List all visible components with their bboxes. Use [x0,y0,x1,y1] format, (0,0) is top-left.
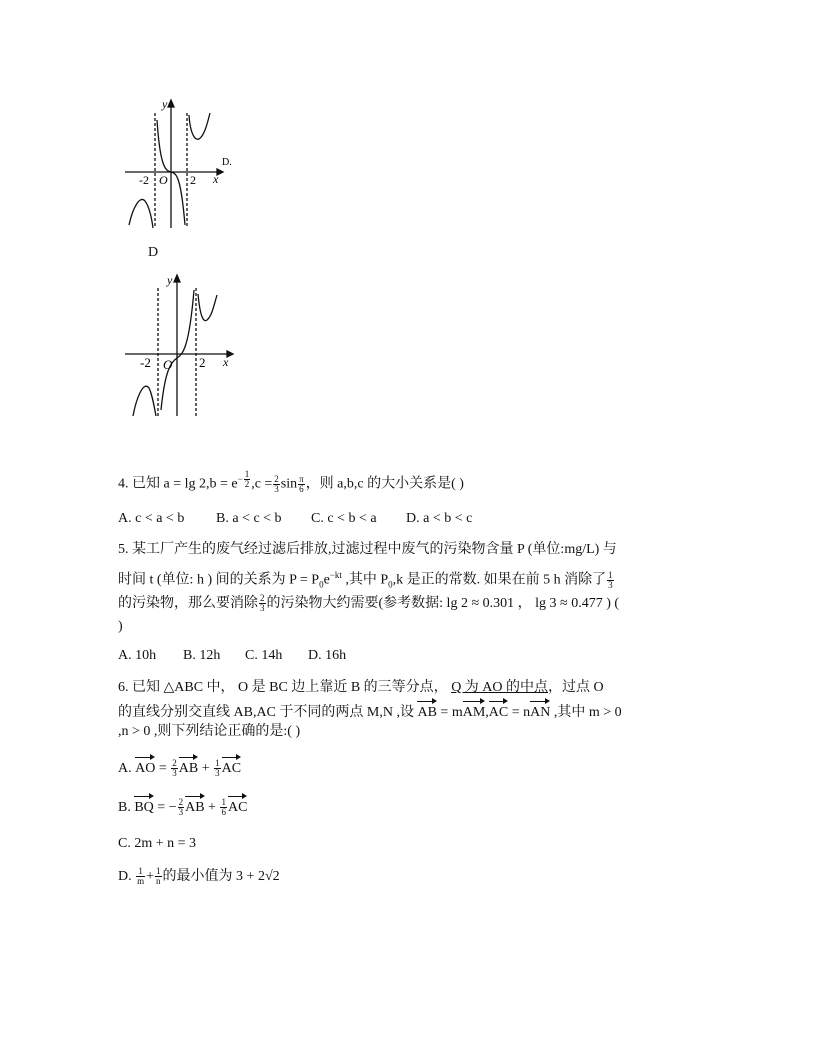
question-6-option-d[interactable]: D. $\frac{1}{m}$ + $\frac{1}{n}$ 的最小值为 3 + 2√2 [118,866,280,887]
graph1-y-label: y [162,97,168,111]
question-4-stem: 4. 已知 $a = \lg 2,b = e^{- \frac{1}{2}}$ ,c = $\frac{2}{3}$ sin $\frac{\pi}{6}$ ，则 a,b,c 的大小关系是( ) [118,469,464,494]
graph2-x-label: x [223,355,229,369]
question-6-line-2: 的直线分别交直线 AB,AC 于不同的两点 M,N ,设 AB = mAM,AC = nAN ,其中 m > 0 [118,700,622,722]
question-4-option-c[interactable]: C. c < b < a [311,511,377,526]
graph1-x-label: x [213,172,219,186]
question-5-option-b[interactable]: B. 12h [183,648,221,663]
graph2-pos-tick: 2 [199,355,206,370]
graph-caption: D [148,245,159,260]
question-6-line-1: 6. 已知 △ABC 中， O 是 BC 边上靠近 B 的三等分点， Q 为 AO 的中点，过点 O [118,680,604,695]
question-4-option-d[interactable]: D. a < b < c [406,511,473,526]
question-4-option-b[interactable]: B. a < c < b [216,511,282,526]
question-6-option-c[interactable]: C. 2m + n = 3 [118,836,197,851]
question-6-line-3: ,n > 0 ,则下列结论正确的是:( ) [118,724,301,739]
question-5-option-d[interactable]: D. 16h [308,648,347,663]
question-5-line-2: 时间 t (单位: h ) 间的关系为 $P = P_0e^{-kt}$ ,其中 $P_0,k$ 是正的常数. 如果在前 5 h 消除了 $\frac{1}{3}$ [118,569,613,590]
eliminated-fraction-one-third: $\frac{1}{3}$ [608,569,613,590]
graph1-neg-tick: -2 [139,173,149,187]
graph2-origin-label: O [163,357,173,372]
graph2-y-label: y [167,273,173,287]
question-5-line-4: ) [118,619,123,634]
graph1-pos-tick: 2 [190,173,196,187]
target-fraction-two-thirds: $\frac{2}{3}$ [260,593,265,614]
question-6-option-b[interactable]: B. BQ = − $\frac{2}{3}$ AB + $\frac{1}{6}$ AC [118,795,247,817]
vector-ab: AB [417,700,436,722]
graph2-neg-tick: -2 [140,355,151,370]
vector-am: AM [463,700,486,722]
sin-argument-fraction: $\frac{\pi}{6}$ [299,473,304,494]
question-6-option-a[interactable]: A. AO = $\frac{2}{3}$ AB + $\frac{1}{3}$ AC [118,756,241,778]
question-5-line-1: 5. 某工厂产生的废气经过滤后排放,过滤过程中废气的污染物含量 P (单位:mg/L) 与 [118,542,617,557]
vector-ac: AC [489,700,508,722]
graph-option-d [115,270,245,420]
question-5-option-c[interactable]: C. 14h [245,648,283,663]
graph1-origin-label: O [159,173,168,187]
vector-an: AN [530,700,550,722]
question-5-line-3: 的污染物，那么要消除 $\frac{2}{3}$ 的污染物大约需要(参考数据: lg 2 ≈ 0.301 ， lg 3 ≈ 0.477 ) ( [118,593,620,614]
graph-option-c [115,95,245,235]
question-4-option-a[interactable]: A. c < a < b [118,511,185,526]
c-coefficient-fraction: $\frac{2}{3}$ [274,473,279,494]
graph1-option-tag: D. [222,157,232,168]
exponent-fraction: $\frac{1}{2}$ [244,469,250,490]
question-5-option-a[interactable]: A. 10h [118,648,157,663]
